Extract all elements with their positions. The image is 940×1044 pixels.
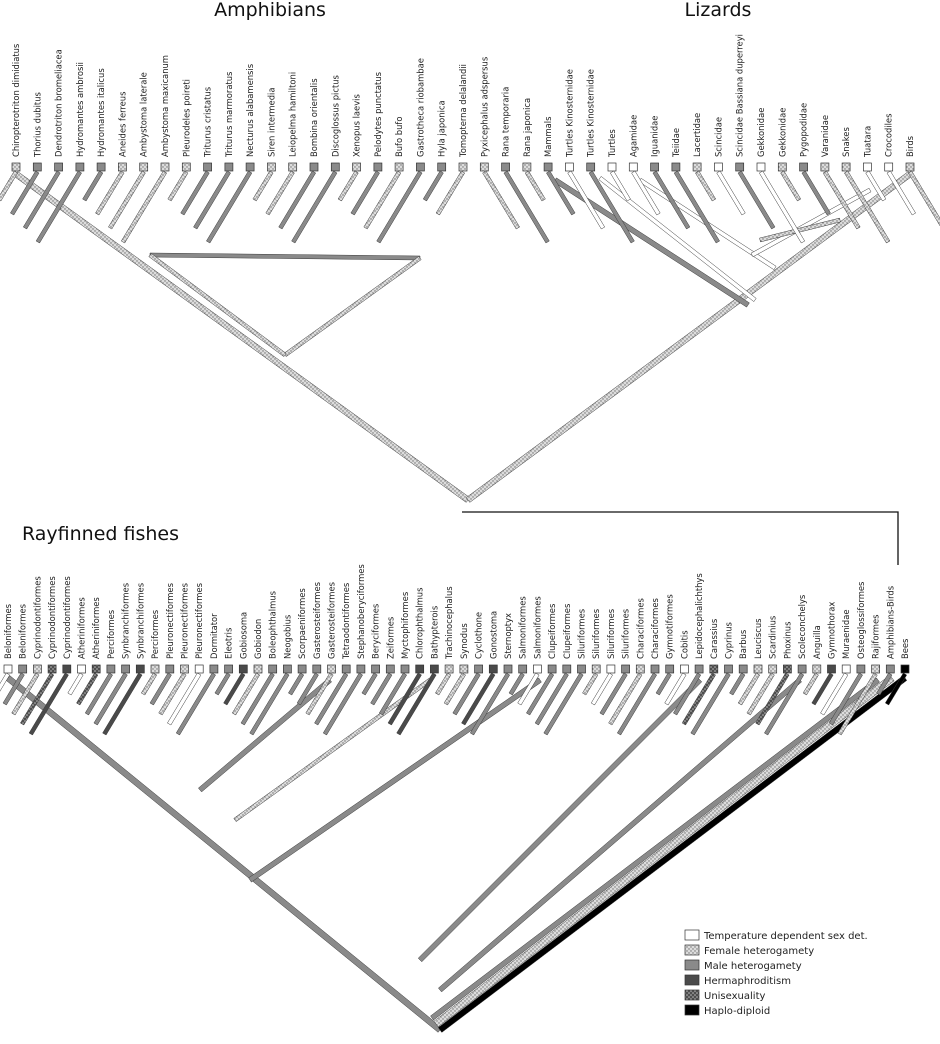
legend-swatch-haplo — [685, 1005, 699, 1015]
top-tip-label: Bombina orientalis — [309, 78, 319, 157]
top-tip-label: Scincidae — [713, 116, 724, 157]
top-tip-branch — [83, 171, 103, 201]
top-state-box — [374, 163, 382, 171]
legend-label-unisex: Unisexuality — [704, 991, 766, 1002]
top-tip-branch — [121, 171, 166, 243]
top-tip-label: Snakes — [841, 127, 852, 157]
top-state-box — [714, 163, 722, 171]
top-tip-branch — [759, 171, 804, 243]
top-state-box — [118, 163, 126, 171]
bottom-state-box — [769, 665, 777, 673]
bottom-state-box — [92, 665, 100, 673]
bottom-state-box — [48, 665, 56, 673]
amphibian-clade-line — [150, 253, 420, 260]
legend-swatch-male — [685, 960, 699, 970]
top-tip-label: Discoglossus pictus — [330, 75, 341, 157]
top-tip-label: Triturus marmoratus — [223, 71, 234, 157]
top-tip-branch — [844, 171, 890, 243]
bottom-state-box — [519, 665, 527, 673]
bottom-tip-label: Barbus — [738, 629, 749, 659]
bottom-state-box — [401, 665, 409, 673]
bottom-tip-label: Cyclothone — [473, 611, 484, 659]
bottom-state-box — [857, 665, 865, 673]
bottom-state-box — [680, 665, 688, 673]
top-state-box — [651, 163, 659, 171]
top-tip-branch — [108, 171, 145, 229]
bottom-tip-label: Eleotris — [223, 627, 234, 659]
bottom-state-box — [533, 665, 541, 673]
bottom-tip-branch — [241, 673, 274, 725]
bottom-state-box — [842, 665, 850, 673]
bottom-tip-label: Siluriformes — [620, 608, 631, 659]
bottom-tip-label: Muraenidae — [841, 609, 852, 659]
top-state-box — [736, 163, 744, 171]
top-tip-label: Gekkonidae — [777, 107, 788, 157]
top-tip-branch — [338, 171, 358, 201]
bottom-state-box — [416, 665, 424, 673]
bottom-state-box — [475, 665, 483, 673]
bottom-state-box — [269, 665, 277, 673]
bottom-tip-label: Cyprinodontiformes — [47, 576, 58, 659]
bottom-state-box — [328, 665, 336, 673]
bottom-state-box — [386, 665, 394, 673]
bottom-state-box — [4, 665, 12, 673]
bottom-tip-label: Pleuronectiformes — [194, 583, 205, 659]
top-tip-branch — [504, 171, 549, 243]
bottom-state-box — [63, 665, 71, 673]
top-tip-branch — [423, 171, 443, 201]
bottom-state-box — [901, 665, 909, 673]
legend-swatch-tsd — [685, 930, 699, 940]
bottom-state-box — [828, 665, 836, 673]
bottom-tip-branch — [159, 673, 187, 715]
bottom-tip-label: Myctophiformes — [400, 591, 410, 659]
bottom-tip-branch — [756, 673, 790, 725]
bottom-tip-branch — [141, 673, 157, 695]
top-tip-branch — [194, 171, 231, 229]
bottom-tip-label: Clupeiformes — [561, 603, 572, 659]
rayfinned-fishes-title: Rayfinned fishes — [22, 523, 180, 545]
bottom-tip-label: Beloniformes — [17, 603, 28, 659]
bottom-tip-label: Scorpaeniformes — [297, 588, 308, 659]
top-tip-label: Scincidae Bassiana duperreyi — [734, 34, 745, 157]
bottom-state-box — [181, 665, 189, 673]
top-tip-label: Iguanidae — [649, 115, 660, 157]
top-tip-label: Agamidae — [628, 114, 639, 157]
top-state-box — [12, 163, 20, 171]
bottom-state-box — [342, 665, 350, 673]
lizards-title: Lizards — [684, 0, 752, 21]
bottom-root-right — [438, 676, 907, 1033]
top-state-box — [842, 163, 850, 171]
bottom-state-box — [136, 665, 144, 673]
bottom-tip-label: Perciformes — [150, 609, 160, 659]
bottom-tip-label: Synodus — [458, 623, 469, 659]
bottom-tip-label: Siluriformes — [576, 608, 587, 659]
top-state-box — [76, 163, 84, 171]
bottom-tip-branch — [600, 673, 627, 715]
bottom-tip-label: Neogobius — [282, 614, 293, 659]
bottom-tip-branch — [0, 673, 10, 695]
bottom-state-box — [357, 665, 365, 673]
bottom-state-box — [739, 665, 747, 673]
top-tip-label: Hyla japonica — [436, 100, 447, 157]
bottom-tip-branch — [656, 673, 671, 695]
bottom-state-box — [122, 665, 130, 673]
bottom-state-box — [872, 665, 880, 673]
bottom-tip-label: Gasterosteiformes — [311, 582, 322, 659]
top-tip-label: Ambystoma maxicanum — [160, 55, 170, 157]
top-tip-branch — [279, 171, 316, 229]
bottom-tip-label: Gonostoma — [488, 610, 499, 659]
bottom-tip-branch — [215, 673, 230, 695]
bottom-tip-label: Scoleconchelys — [797, 594, 808, 659]
bottom-tip-label: Cyprinus — [723, 622, 734, 659]
bottom-state-box — [783, 665, 791, 673]
bottom-tip-label: Amphibians-Birds — [885, 585, 896, 659]
bottom-state-box — [886, 665, 894, 673]
bottom-tip-label: Lepidocephalichthys — [694, 573, 705, 659]
top-tip-label: Crocodiles — [883, 113, 894, 157]
bottom-state-box — [195, 665, 203, 673]
bottom-tip-branch — [803, 673, 818, 695]
top-state-box — [587, 163, 595, 171]
top-tip-branch — [695, 171, 715, 201]
legend-swatch-unisex — [685, 990, 699, 1000]
bottom-tip-branch — [167, 673, 201, 725]
bottom-tip-label: Beloniformes — [3, 603, 13, 659]
top-tip-label: Rana temporaria — [500, 86, 511, 157]
top-tip-branch — [206, 171, 252, 243]
bottom-state-box — [578, 665, 586, 673]
top-tip-label: Turtles Kinosternidae — [585, 69, 596, 157]
bottom-tip-label: Gasterosteiformes — [326, 582, 337, 659]
bottom-tip-label: Sternoptyx — [503, 613, 513, 659]
top-tip-branch — [253, 171, 273, 201]
top-tip-branch — [525, 171, 545, 201]
bottom-tip-label: Boleophthalmus — [267, 591, 278, 659]
top-tip-label: Dendrotriton bromeliacea — [53, 49, 64, 157]
bottom-tip-label: Atheriniformes — [76, 597, 87, 659]
top-state-box — [267, 163, 275, 171]
bottom-state-box — [298, 665, 306, 673]
bottom-tip-label: Zeiformes — [385, 616, 396, 659]
bottom-state-box — [636, 665, 644, 673]
top-state-box — [800, 163, 808, 171]
top-tip-label: Hydromantes ambrosii — [74, 61, 85, 157]
top-tip-label: Teiidae — [670, 127, 681, 157]
bottom-state-box — [813, 665, 821, 673]
top-tip-label: Bufo bufo — [394, 116, 405, 157]
top-state-box — [55, 163, 63, 171]
top-state-box — [693, 163, 701, 171]
bottom-tip-branch — [362, 673, 377, 695]
bottom-state-box — [710, 665, 718, 673]
bottom-tip-label: Chlorophthalmus — [414, 587, 425, 659]
top-tip-branch — [781, 171, 801, 201]
bottom-tip-label: Atheriniformes — [91, 597, 102, 659]
top-tip-branch — [364, 171, 401, 229]
bottom-state-box — [210, 665, 218, 673]
top-state-box — [821, 163, 829, 171]
bottom-tip-label: Phoxinus — [782, 621, 793, 659]
top-state-box — [438, 163, 446, 171]
amphibians-title: Amphibians — [214, 0, 326, 21]
top-state-box — [289, 163, 297, 171]
bottom-tip-branch — [388, 673, 422, 725]
bottom-tip-branch — [232, 673, 259, 715]
amphibian-internal — [284, 256, 421, 356]
top-state-box — [629, 163, 637, 171]
bottom-tip-label: Pleuronectiformes — [164, 583, 175, 659]
top-tip-branch — [292, 171, 337, 243]
top-tip-label: Turtles Kinosternidae — [564, 69, 575, 157]
top-tip-label: Thorius dubitus — [32, 92, 43, 157]
top-tip-label: Lacertidae — [692, 112, 703, 157]
legend-swatch-female — [685, 945, 699, 955]
legend-label-female: Female heterogamety — [704, 946, 815, 957]
bottom-tip-label: Beryciformes — [370, 603, 381, 659]
top-tree — [0, 34, 940, 565]
bottom-tip-branch — [730, 673, 746, 695]
top-tip-label: Mammals — [543, 116, 554, 157]
legend-label-tsd: Temperature dependent sex det. — [704, 931, 868, 942]
top-state-box — [863, 163, 871, 171]
bottom-state-box — [666, 665, 674, 673]
top-state-box — [757, 163, 765, 171]
bottom-tip-branch — [315, 673, 348, 725]
top-state-box — [204, 163, 212, 171]
top-root-left — [14, 172, 470, 503]
bottom-tip-label: Cyprinodontiformes — [61, 576, 72, 659]
bottom-tip-label: Bees — [900, 638, 910, 659]
bottom-state-box — [622, 665, 630, 673]
legend-label-haplo: Haplo-diploid — [704, 1006, 771, 1017]
bottom-tip-branch — [20, 673, 53, 725]
top-tip-label: Pelodytes punctatus — [372, 72, 383, 157]
bottom-state-box — [254, 665, 262, 673]
top-state-box — [395, 163, 403, 171]
bottom-state-box — [651, 665, 659, 673]
bottom-tip-branch — [68, 673, 83, 695]
top-state-box — [672, 163, 680, 171]
bottom-state-box — [754, 665, 762, 673]
top-tip-branch — [0, 171, 18, 201]
top-state-box — [33, 163, 41, 171]
top-state-box — [885, 163, 893, 171]
top-state-box — [416, 163, 424, 171]
bottom-tip-branch — [288, 673, 303, 695]
bottom-tip-label: Dormitator — [208, 613, 219, 659]
top-state-box — [544, 163, 552, 171]
bottom-tip-label: Anguilla — [811, 625, 822, 659]
top-tip-label: Chiropterotriton dimidiatus — [11, 43, 21, 157]
bottom-tip-label: Siluriformes — [605, 608, 616, 659]
bottom-state-box — [33, 665, 41, 673]
top-tip-label: Varanidae — [819, 114, 830, 157]
bottom-tip-branch — [609, 673, 642, 725]
top-tip-label: Pleurodeles poireti — [181, 79, 192, 157]
top-tip-label: Tuatara — [862, 125, 873, 157]
bottom-tip-branch — [673, 673, 700, 715]
bottom-state-box — [460, 665, 468, 673]
bottom-state-box — [504, 665, 512, 673]
bottom-state-box — [283, 665, 291, 673]
top-tip-label: Necturus alabamensis — [245, 63, 256, 157]
bottom-tip-label: Cobitis — [679, 630, 690, 659]
bottom-outgroup-band — [431, 678, 880, 1020]
bottom-state-box — [548, 665, 556, 673]
top-state-box — [523, 163, 531, 171]
bottom-internal — [438, 678, 801, 992]
bottom-tip-label: Salmoniformes — [532, 596, 543, 659]
bottom-tip-label: Gymnotiformes — [664, 594, 675, 659]
top-tip-label: Tomopterna delalandii — [458, 64, 468, 157]
top-tip-label: Pyxicephalus adspersus — [479, 56, 490, 157]
bottom-tip-label: Bathypterois — [429, 605, 440, 659]
top-tip-branch — [738, 171, 775, 229]
top-tip-branch — [483, 171, 520, 229]
top-tip-label: Siren intermedia — [266, 87, 277, 157]
top-tip-label: Turtles — [607, 129, 617, 157]
amphibian-internal — [149, 253, 286, 356]
legend-label-male: Male heterogamety — [704, 961, 802, 972]
bottom-tip-label: Clupeiformes — [547, 603, 558, 659]
top-tip-label: Gastrotheca riobambae — [415, 58, 426, 157]
top-state-box — [906, 163, 914, 171]
bottom-tip-branch — [12, 673, 39, 715]
bottom-tip-label: Gobiodon — [253, 618, 263, 659]
bottom-tip-branch — [453, 673, 481, 715]
connector-line — [462, 512, 898, 565]
bottom-state-box — [151, 665, 159, 673]
top-state-box — [480, 163, 488, 171]
bottom-state-box — [239, 665, 247, 673]
top-tip-branch — [36, 171, 82, 243]
top-tip-label: Aneides ferreus — [117, 91, 128, 157]
legend-swatch-herm — [685, 975, 699, 985]
bottom-tip-label: Rajiformes — [870, 614, 881, 659]
top-tip-branch — [908, 171, 940, 229]
top-state-box — [565, 163, 573, 171]
legend-label-herm: Hermaphroditism — [704, 976, 791, 987]
top-tip-label: Rana japonica — [521, 97, 532, 157]
bottom-state-box — [725, 665, 733, 673]
bottom-state-box — [592, 665, 600, 673]
bottom-tip-label: Gobiosoma — [238, 611, 249, 659]
top-state-box — [161, 163, 169, 171]
top-tip-label: Hydromantes italicus — [96, 68, 107, 157]
bottom-state-box — [430, 665, 438, 673]
top-state-box — [310, 163, 318, 171]
bottom-tip-label: Scardinius — [767, 615, 778, 659]
bottom-tip-label: Stephanoberyciformes — [355, 564, 366, 659]
bottom-state-box — [107, 665, 115, 673]
top-tip-branch — [653, 171, 690, 229]
top-state-box — [331, 163, 339, 171]
top-state-box — [502, 163, 510, 171]
bottom-state-box — [313, 665, 321, 673]
top-tip-branch — [168, 171, 188, 201]
bottom-tip-label: Gymnothorax — [826, 601, 837, 659]
bottom-tip-label: Salmoniformes — [517, 596, 528, 659]
bottom-tip-label: Leuciscus — [753, 618, 763, 659]
bottom-tip-branch — [526, 673, 553, 715]
legend — [685, 930, 868, 1017]
top-tip-label: Xenopus laevis — [351, 94, 362, 157]
top-tip-branch — [377, 171, 422, 243]
bottom-tip-label: Trachinocephalus — [444, 586, 455, 659]
top-state-box — [353, 163, 361, 171]
top-state-box — [97, 163, 105, 171]
top-tip-label: Birds — [905, 135, 915, 157]
bottom-tip-label: Characiformes — [635, 598, 646, 659]
top-state-box — [140, 163, 148, 171]
bottom-outgroup-band — [434, 675, 894, 1027]
top-tip-label: Gekkonidae — [756, 107, 766, 157]
top-state-box — [778, 163, 786, 171]
bottom-state-box — [695, 665, 703, 673]
top-state-box — [608, 163, 616, 171]
bottom-state-box — [166, 665, 174, 673]
bottom-state-box — [225, 665, 233, 673]
bottom-state-box — [563, 665, 571, 673]
top-state-box — [246, 163, 254, 171]
bottom-root-left — [6, 676, 442, 1033]
top-state-box — [459, 163, 467, 171]
bottom-tip-label: Cyprinodontiformes — [32, 576, 43, 659]
bottom-tip-branch — [85, 673, 112, 715]
bottom-tip-branch — [435, 673, 451, 695]
bottom-tip-label: Characiformes — [650, 598, 660, 659]
bottom-tip-label: Siluriformes — [591, 608, 602, 659]
top-tip-label: Ambystoma laterale — [138, 72, 149, 157]
top-state-box — [225, 163, 233, 171]
bottom-tip-label: Synbranchiformes — [135, 582, 146, 659]
top-tip-label: Leiopelma hamiltoni — [287, 71, 298, 157]
bottom-state-box — [489, 665, 497, 673]
bottom-state-box — [19, 665, 27, 673]
bottom-state-box — [445, 665, 453, 673]
bottom-tip-label: Perciformes — [105, 609, 116, 659]
bottom-state-box — [798, 665, 806, 673]
top-tip-label: Triturus cristatus — [202, 86, 213, 157]
top-state-box — [182, 163, 190, 171]
bottom-state-box — [372, 665, 380, 673]
bottom-tip-label: Carassius — [708, 618, 719, 659]
bottom-state-box — [607, 665, 615, 673]
bottom-tip-branch — [94, 673, 128, 725]
bottom-state-box — [78, 665, 86, 673]
bottom-tip-label: Synbranchiformes — [120, 582, 131, 659]
bottom-tip-label: Osteoglossiformes — [855, 581, 866, 659]
bottom-tip-label: Tetraodontiformes — [341, 582, 352, 659]
bottom-tip-label: Pleuronectiformes — [179, 583, 190, 659]
bottom-tip-branch — [583, 673, 598, 695]
top-tip-label: Pygopodidae — [798, 102, 809, 157]
